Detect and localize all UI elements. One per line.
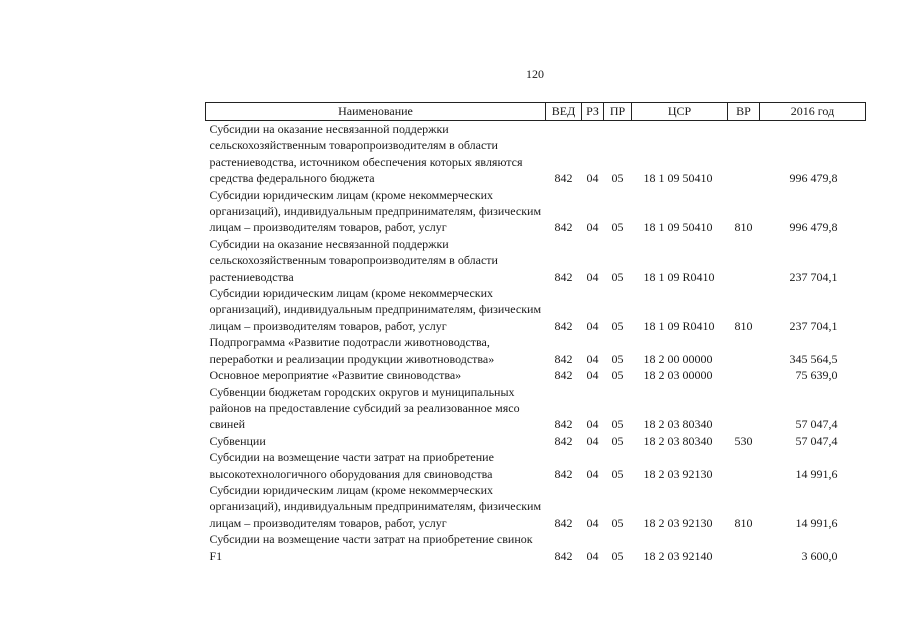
row-vr (728, 367, 760, 383)
row-rz: 04 (586, 171, 599, 186)
row-ved: 842 (554, 269, 573, 284)
row-ved: 842 (554, 220, 573, 235)
row-csr: 18 1 09 50410 (643, 220, 713, 235)
row-rz: 04 (586, 220, 599, 235)
row-csr: 18 2 03 92140 (643, 548, 713, 563)
row-name: Подпрограмма «Развитие подотрасли животноводства, переработки и реализации продукции животноводства» (209, 335, 495, 366)
row-pr: 05 (611, 220, 624, 235)
row-value: 345 564,5 (789, 351, 838, 366)
page-number: 120 (526, 67, 544, 81)
row-csr: 18 2 00 00000 (643, 351, 713, 366)
row-rz: 04 (586, 351, 599, 366)
row-name: Субсидии юридическим лицам (кроме некоммерческих организаций), индивидуальным предпринимателям, физическим лицам – производителям товаров, работ, услуг (209, 286, 542, 333)
header-year: 2016 год (760, 103, 866, 121)
row-csr: 18 1 09 R0410 (643, 318, 715, 333)
row-pr: 05 (611, 269, 624, 284)
row-pr: 05 (611, 368, 624, 383)
row-name: Субсидии на оказание несвязанной поддержки сельскохозяйственным товаропроизводителям в области растениеводства (209, 236, 498, 284)
row-name: Субсидии юридическим лицам (кроме некоммерческих организаций), индивидуальным предпринимателям, физическим лицам – производителям товаров, работ, услуг (209, 187, 542, 235)
row-name: Основное мероприятие «Развитие свиноводства» (209, 368, 462, 383)
header-pr: ПР (604, 103, 632, 121)
table-row (206, 121, 866, 187)
row-rz: 04 (586, 417, 599, 432)
row-rz: 04 (586, 318, 599, 333)
row-csr: 18 2 03 92130 (643, 466, 713, 481)
row-value: 75 639,0 (795, 368, 838, 383)
row-vr: 530 (734, 433, 753, 448)
row-rz: 04 (586, 515, 599, 530)
row-rz: 04 (586, 433, 599, 448)
row-value: 237 704,1 (789, 318, 838, 333)
row-vr (728, 236, 760, 285)
header-rz: РЗ (582, 103, 604, 121)
row-ved: 842 (554, 466, 573, 481)
row-vr (728, 121, 760, 187)
row-csr: 18 2 03 80340 (643, 417, 713, 432)
row-name: Субсидии юридическим лицам (кроме некоммерческих организаций), индивидуальным предпринимателям, физическим лицам – производителям товаров, работ, услуг (209, 482, 542, 530)
row-value: 14 991,6 (795, 466, 838, 481)
row-value: 237 704,1 (789, 269, 838, 284)
table-row (206, 187, 866, 236)
table-header-row (206, 103, 866, 121)
row-name: Субсидии на оказание несвязанной поддержки сельскохозяйственным товаропроизводителям в области растениеводства, источником обеспечения которых являются средства федерального бюджета (209, 122, 523, 186)
row-vr (728, 384, 760, 433)
header-vr: ВР (728, 103, 760, 121)
row-pr: 05 (611, 433, 624, 448)
row-ved: 842 (554, 433, 573, 448)
row-value: 996 479,8 (789, 171, 838, 186)
header-csr: ЦСР (632, 103, 728, 121)
row-vr: 810 (734, 515, 753, 530)
row-pr: 05 (611, 548, 624, 563)
row-value: 57 047,4 (795, 433, 838, 448)
table-row (206, 482, 866, 531)
row-name: Субвенции (209, 433, 266, 448)
budget-table (205, 102, 866, 564)
table-body (206, 121, 866, 564)
header-ved: ВЕД (546, 103, 582, 121)
row-ved: 842 (554, 417, 573, 432)
row-ved: 842 (554, 351, 573, 366)
header-name: Наименование (206, 103, 546, 121)
row-ved: 842 (554, 368, 573, 383)
table-row (206, 433, 866, 449)
table-row (206, 285, 866, 334)
row-ved: 842 (554, 171, 573, 186)
table-row (206, 384, 866, 433)
row-rz: 04 (586, 466, 599, 481)
row-value: 57 047,4 (795, 417, 838, 432)
table-row (206, 531, 866, 564)
row-csr: 18 1 09 R0410 (643, 269, 715, 284)
row-csr: 18 2 03 80340 (643, 433, 713, 448)
row-pr: 05 (611, 466, 624, 481)
row-pr: 05 (611, 351, 624, 366)
row-ved: 842 (554, 318, 573, 333)
table-row (206, 449, 866, 482)
row-value: 996 479,8 (789, 220, 838, 235)
row-ved: 842 (554, 515, 573, 530)
row-rz: 04 (586, 548, 599, 563)
row-vr (728, 334, 760, 367)
row-value: 14 991,6 (795, 515, 838, 530)
row-name: Субсидии на возмещение части затрат на приобретение высокотехнологичного оборудования для свиноводства (209, 450, 494, 481)
row-value: 3 600,0 (801, 548, 838, 563)
row-csr: 18 2 03 00000 (643, 368, 713, 383)
row-pr: 05 (611, 417, 624, 432)
row-pr: 05 (611, 318, 624, 333)
row-vr (728, 449, 760, 482)
table-row (206, 334, 866, 367)
row-vr (728, 531, 760, 564)
row-pr: 05 (611, 515, 624, 530)
row-ved: 842 (554, 548, 573, 563)
row-rz: 04 (586, 368, 599, 383)
row-name: Субвенции бюджетам городских округов и муниципальных районов на предоставление субсидий за реализованное мясо свиней (209, 384, 520, 432)
table-row (206, 367, 866, 383)
row-vr: 810 (734, 318, 753, 333)
row-pr: 05 (611, 171, 624, 186)
row-csr: 18 2 03 92130 (643, 515, 713, 530)
row-csr: 18 1 09 50410 (643, 171, 713, 186)
row-vr: 810 (734, 220, 753, 235)
row-rz: 04 (586, 269, 599, 284)
table-row (206, 236, 866, 285)
row-name: Субсидии на возмещение части затрат на приобретение свинок F1 (209, 532, 533, 563)
